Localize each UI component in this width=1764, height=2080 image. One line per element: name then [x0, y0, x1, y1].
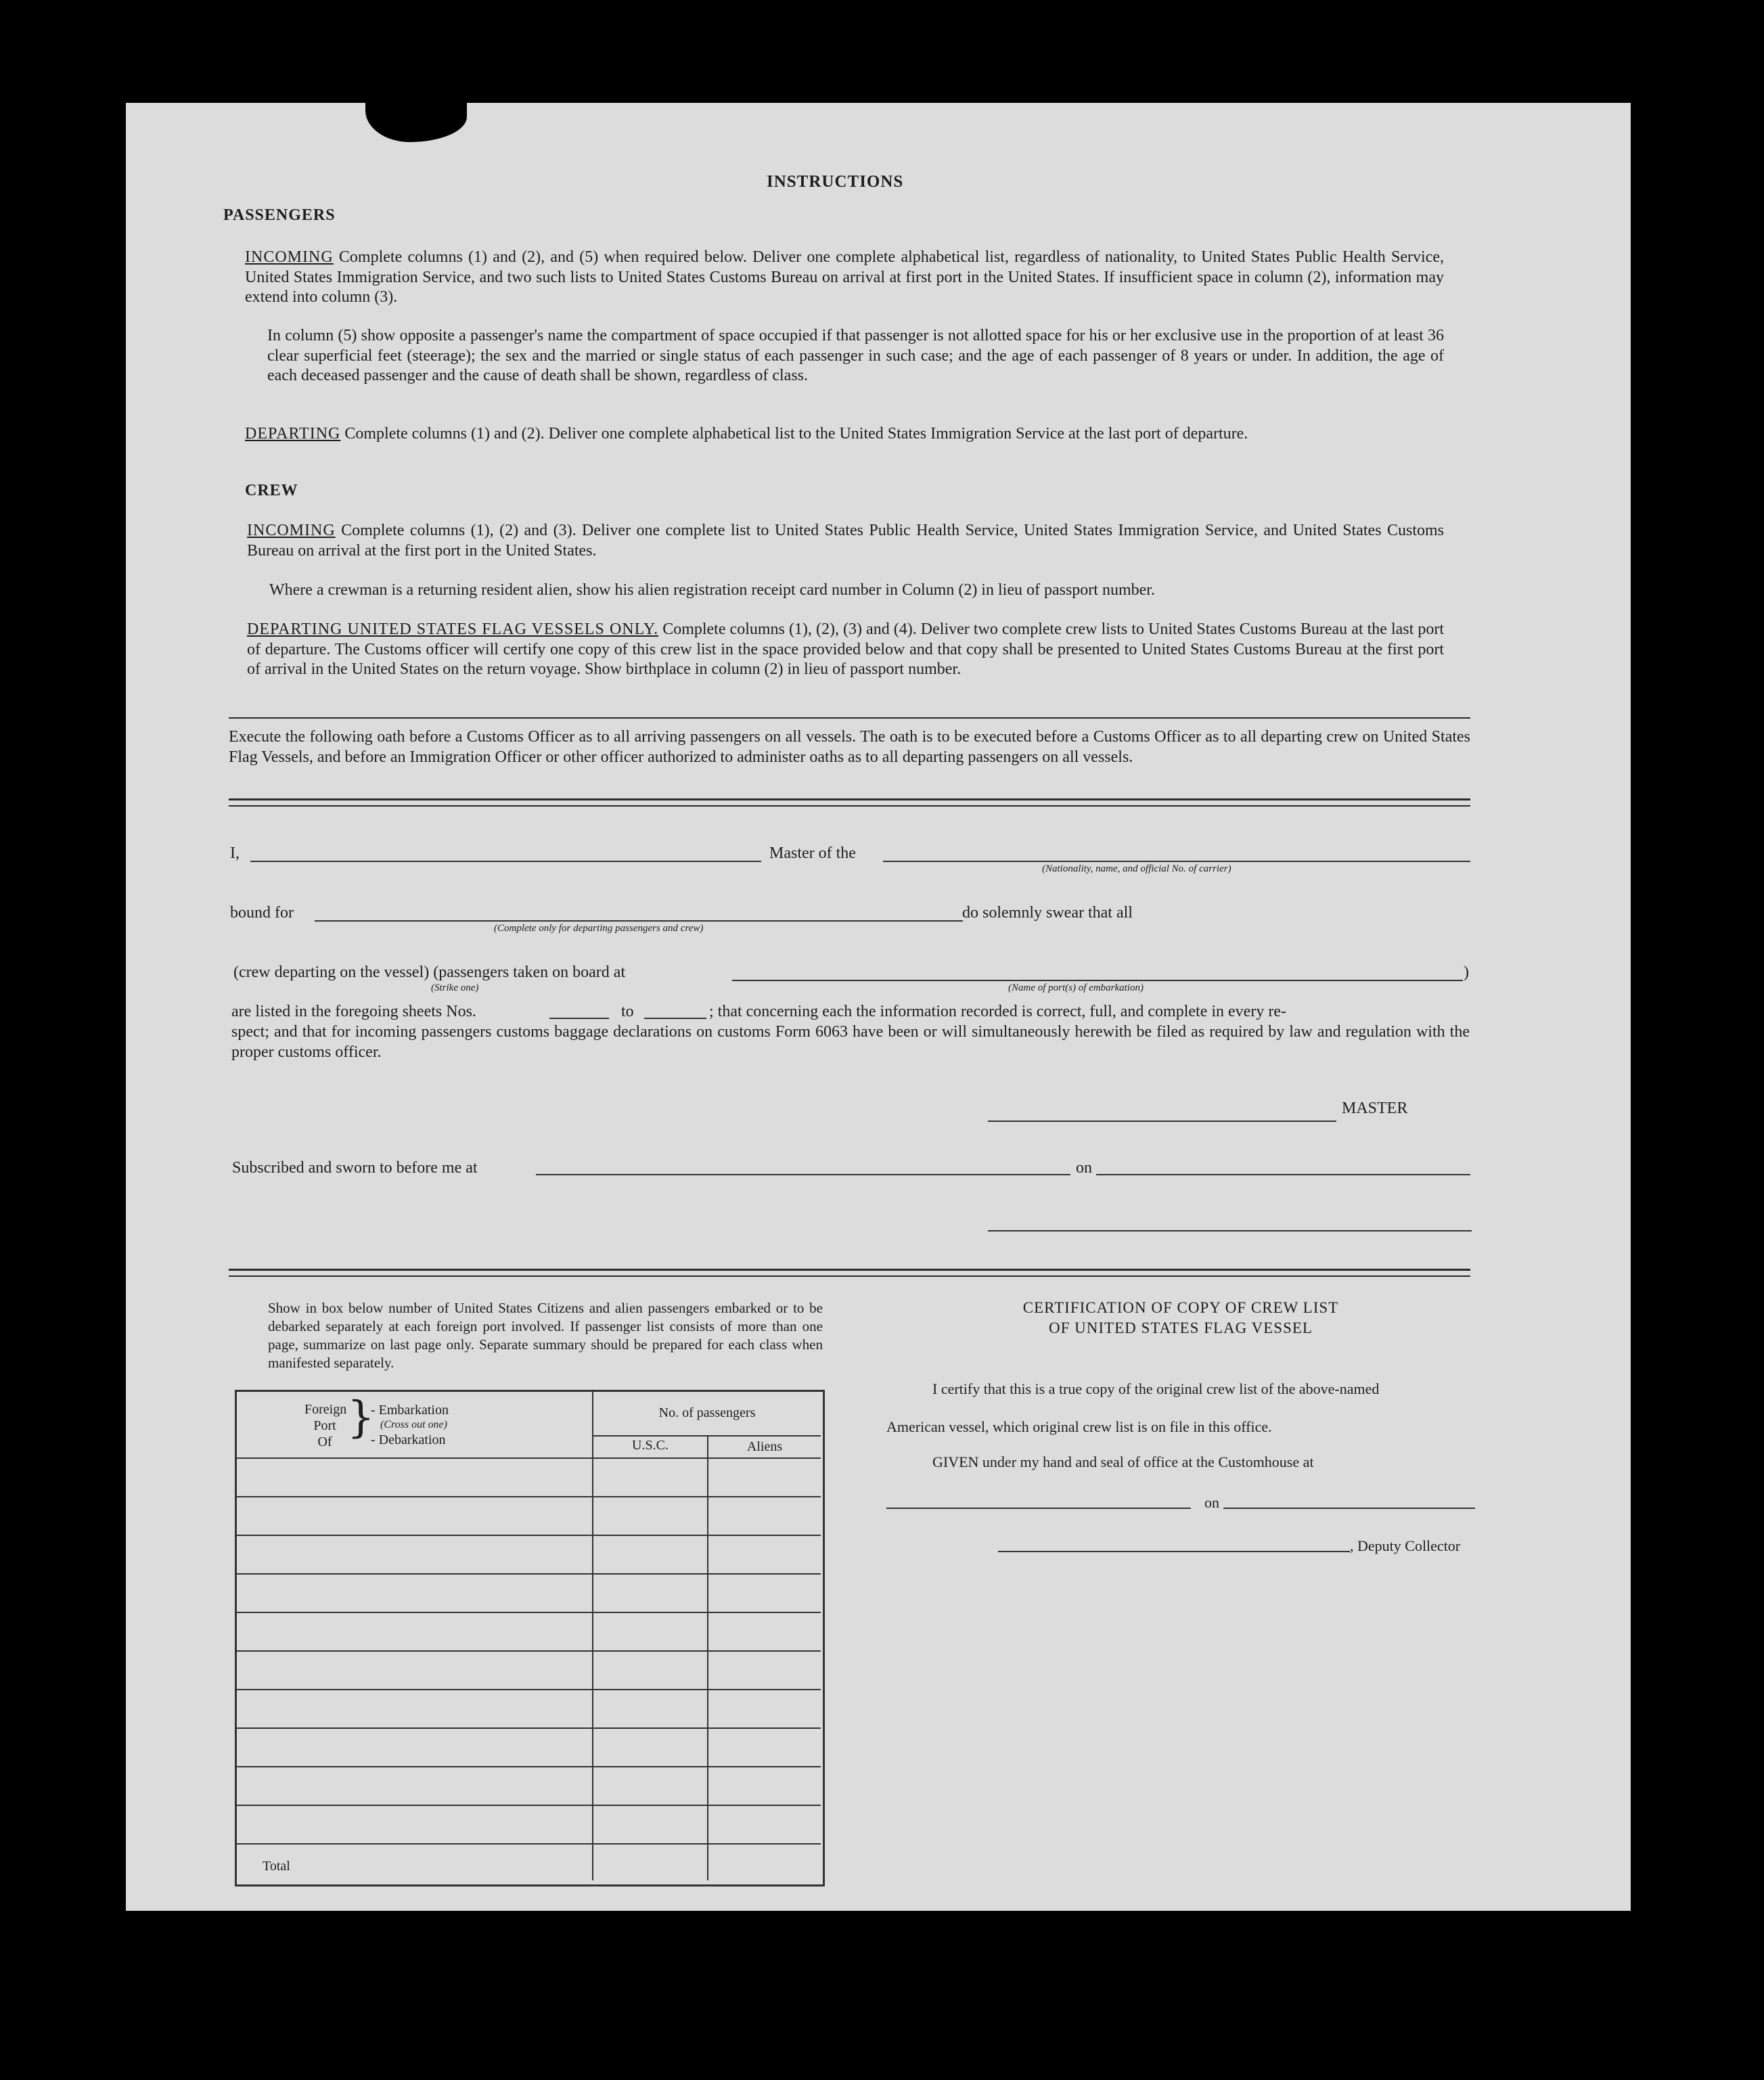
cert-on-label: on	[1204, 1494, 1219, 1511]
crew-departing-label: (crew departing on the vessel) (passengers taken on board at	[233, 964, 626, 981]
deputy-signature-field[interactable]	[998, 1551, 1350, 1552]
certification-heading-line1: CERTIFICATION OF COPY OF CREW LIST	[1022, 1299, 1339, 1316]
summary-table	[235, 1390, 825, 1886]
bound-for-field[interactable]	[315, 920, 963, 922]
sworn-date-field[interactable]	[1096, 1174, 1470, 1175]
crew-incoming-text: Complete columns (1), (2) and (3). Deliver one complete list to United States Public Health Service, United States Immigration Service, and United States Customs Bureau on arrival at the first port in the United States.	[247, 522, 1444, 560]
passengers-incoming-lead: INCOMING	[245, 248, 334, 266]
col-divider-2	[707, 1435, 708, 1880]
foreign-port-of	[304, 1401, 345, 1450]
port-caption: (Name of port(s) of embarkation)	[1008, 982, 1144, 993]
embarkation-port-field[interactable]	[732, 980, 1463, 981]
embarkation-label: - Embarkation	[371, 1403, 449, 1418]
brace-icon: }	[347, 1393, 375, 1443]
crew-departing	[247, 620, 1444, 680]
section-divider	[229, 717, 1470, 719]
crew-incoming-lead: INCOMING	[247, 522, 336, 539]
cross-out-label: (Cross out one)	[380, 1419, 447, 1430]
oath-i-label: I,	[230, 844, 240, 862]
cert-date-field[interactable]	[1223, 1508, 1475, 1509]
passengers-heading: PASSENGERS	[223, 206, 336, 224]
close-paren: )	[1464, 964, 1469, 981]
customhouse-field[interactable]	[886, 1508, 1191, 1509]
sworn-on-label: on	[1076, 1159, 1092, 1177]
strike-caption: (Strike one)	[431, 982, 479, 993]
table-row-line	[237, 1650, 821, 1652]
certification-heading	[947, 1298, 1414, 1338]
officer-signature-field[interactable]	[988, 1230, 1472, 1231]
aliens-label: Aliens	[746, 1439, 783, 1454]
master-name-field[interactable]	[250, 861, 761, 862]
table-row-line	[237, 1727, 821, 1729]
col-divider-1	[592, 1392, 593, 1880]
oath-divider-1	[229, 798, 1470, 800]
sheets-rest: spect; and that for incoming passengers customs baggage declarations on customs Form 6063 have been or will simultaneously herewith be filed as required by law and regulation with the proper customs officer.	[231, 1023, 1470, 1061]
master-signature-field[interactable]	[988, 1121, 1336, 1122]
foreign-label: Foreign	[304, 1402, 347, 1417]
crew-departing-lead: DEPARTING UNITED STATES FLAG VESSELS ONLY.	[247, 620, 659, 638]
swear-label: do solemnly swear that all	[962, 904, 1133, 922]
certification-heading-line2: OF UNITED STATES FLAG VESSEL	[1049, 1319, 1313, 1336]
table-row-line	[237, 1535, 821, 1536]
given-line: GIVEN under my hand and seal of office at the Customhouse at	[932, 1453, 1314, 1470]
summary-instructions: Show in box below number of United States Citizens and alien passengers embarked or to be debarked separately at each foreign port involved. If passenger list consists of more than one page, summarize on last page only. Separate summary should be prepared for each class when manifested separately.	[268, 1300, 823, 1371]
oath-divider-2	[229, 805, 1470, 807]
header-sub-line	[592, 1435, 821, 1437]
sheet-from-field[interactable]	[549, 1018, 609, 1019]
passengers-column5: In column (5) show opposite a passenger's name the compartment of space occupied if that passenger is not allotted space for his or her exclusive use in the proportion of at least 36 clear superficial feet (steerage); the sex and the married or single status of each passenger in such case; and the age of each passenger of 8 years or under. In addition, the age of each deceased passenger and the cause of death shall be shown, regardless of class.	[267, 327, 1444, 384]
crew-resident: Where a crewman is a returning resident alien, show his alien registration receipt card number in Column (2) in lieu of passport number.	[269, 581, 1155, 599]
table-row-line	[237, 1689, 821, 1690]
bound-for-label: bound for	[230, 904, 294, 922]
of-label: Of	[317, 1434, 332, 1449]
crew-departing-text: Complete columns (1), (2), (3) and (4). Deliver two complete crew lists to United States Customs Bureau at the last port of departure. The Customs officer will certify one copy of this crew list in the space provided below and that copy shall be presented to United States Customs Bureau at the first port of arrival in the United States on the return voyage. Show birthplace in column (2) in lieu of passport number.	[247, 620, 1445, 678]
table-row-line	[237, 1496, 821, 1497]
page-title: INSTRUCTIONS	[767, 173, 904, 191]
passengers-incoming	[245, 248, 1444, 308]
subscribed-label: Subscribed and sworn to before me at	[232, 1159, 478, 1177]
sheets-suffix: ; that concerning each the information recorded is correct, full, and complete in every re-	[709, 1003, 1286, 1020]
passengers-departing	[245, 424, 1444, 445]
bound-caption: (Complete only for departing passengers and crew)	[494, 923, 704, 934]
table-row-line	[237, 1457, 821, 1459]
usc-label: U.S.C.	[632, 1438, 669, 1453]
crew-heading: CREW	[245, 482, 298, 499]
sheets-to: to	[621, 1003, 634, 1020]
certify-line2: American vessel, which original crew list is on file in this office.	[886, 1418, 1272, 1435]
sheet-to-field[interactable]	[644, 1018, 706, 1019]
carrier-field[interactable]	[883, 861, 1470, 862]
sheets-prefix: are listed in the foregoing sheets Nos.	[231, 1003, 476, 1020]
sworn-place-field[interactable]	[536, 1174, 1070, 1175]
crew-incoming	[247, 521, 1444, 561]
table-row-line	[237, 1573, 821, 1575]
table-row-line	[237, 1612, 821, 1613]
debarkation-label: - Debarkation	[371, 1432, 446, 1447]
table-row-line	[237, 1805, 821, 1806]
bottom-divider-1	[229, 1269, 1470, 1271]
bottom-divider-2	[229, 1275, 1470, 1277]
master-label: MASTER	[1342, 1100, 1408, 1117]
passengers-departing-lead: DEPARTING	[245, 425, 341, 443]
port-label: Port	[313, 1418, 336, 1433]
passengers-incoming-text: Complete columns (1) and (2), and (5) when required below. Deliver one complete alphabetical list, regardless of nationality, to United States Public Health Service, United States Immigration Service, and two such lists to United States Customs Bureau on arrival at first port in the United States. If insufficient space in column (2), information may extend into column (3).	[245, 248, 1445, 306]
no-of-passengers-label: No. of passengers	[658, 1405, 756, 1420]
total-label: Total	[263, 1859, 290, 1874]
master-of-label: Master of the	[769, 844, 856, 862]
oath-intro: Execute the following oath before a Customs Officer as to all arriving passengers on all vessels. The oath is to be executed before a Customs Officer as to all departing crew on United States Flag Vessels, and before an Immigration Officer or other officer authorized to administer oaths as to all departing passengers on all vessels.	[229, 728, 1470, 766]
table-row-line	[237, 1843, 821, 1845]
carrier-caption: (Nationality, name, and official No. of carrier)	[1042, 863, 1231, 874]
table-row-line	[237, 1766, 821, 1767]
certify-line1: I certify that this is a true copy of the original crew list of the above-named	[932, 1380, 1380, 1397]
deputy-collector-label: , Deputy Collector	[1350, 1537, 1461, 1554]
passengers-departing-text: Complete columns (1) and (2). Deliver one complete alphabetical list to the United States Immigration Service at the last port of departure.	[344, 425, 1248, 443]
